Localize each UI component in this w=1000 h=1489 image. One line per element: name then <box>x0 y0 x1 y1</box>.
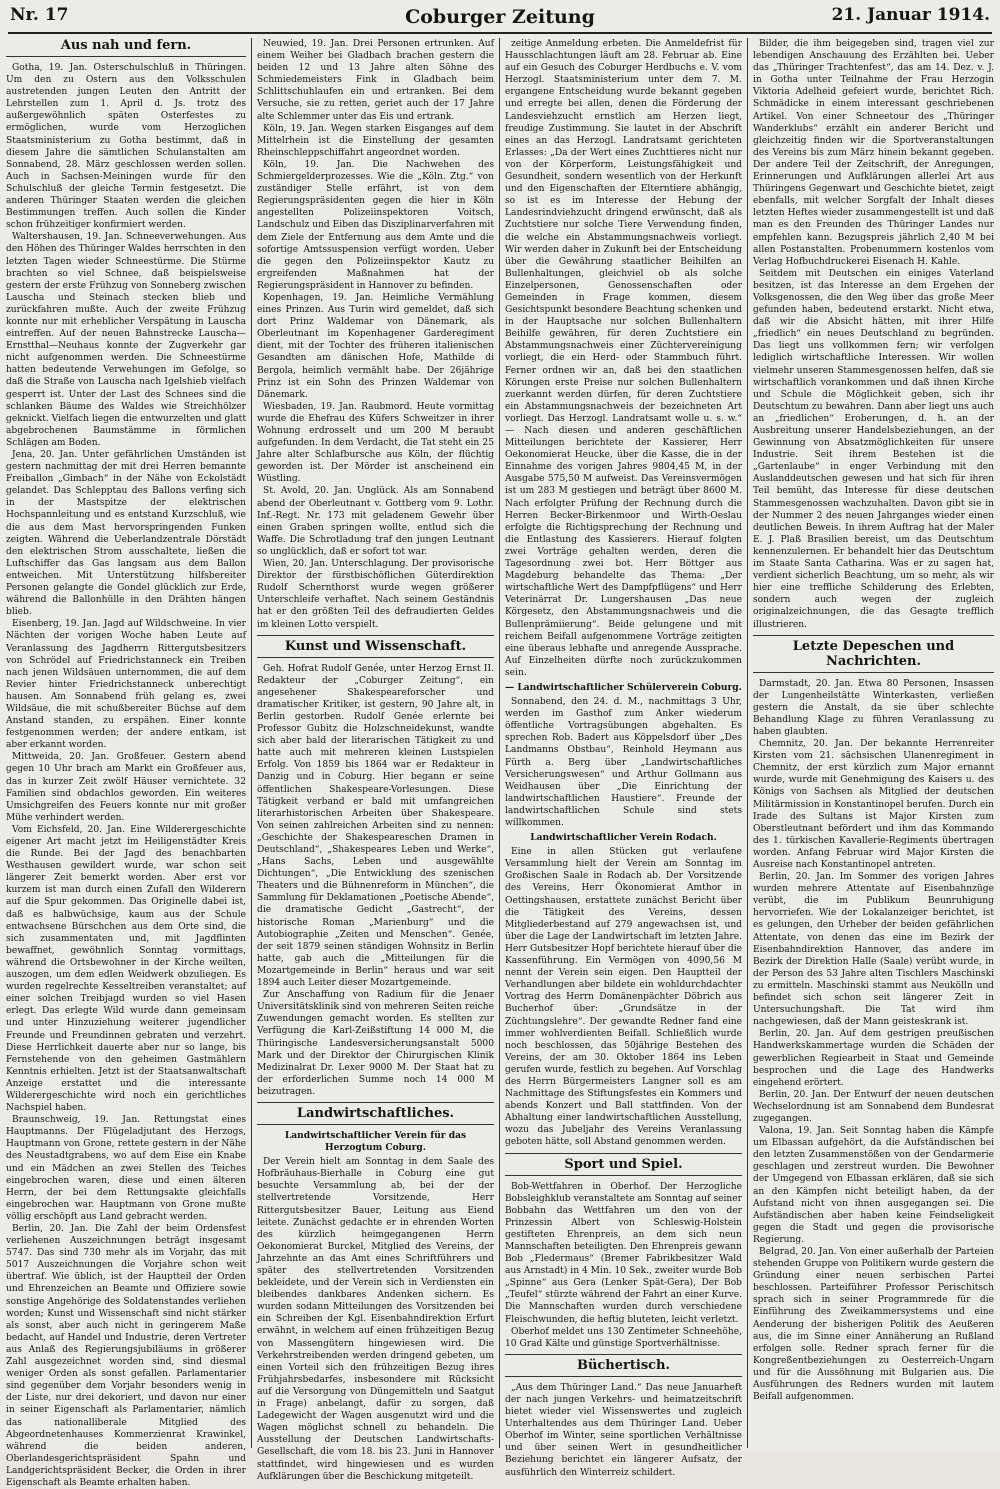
article: Köln, 19. Jan. Die Nachwehen des Schmiergelderprozesses. Wie die „Köln. Ztg.“ von zuständiger Stelle erfährt, ist von dem Regierungspräsidenten gegen die hier in Köln angestellten Polizeiinspektoren Voitsch, Landschulz und Eiben das Disziplinarverfahren mit dem Ziele der Entfernung aus dem Amte und die sofortige Amtssuspension verfügt worden. Ueber die gegen den Polizeiinspektor Kautz zu ergreifenden Maßnahmen hat der Regierungspräsident in Hannover zu befinden. <box>257 159 494 291</box>
article: Waltershausen, 19. Jan. Schneeverwehungen. Aus den Höhen des Thüringer Waldes herrschten in den letzten Tagen wieder Schneestürme. Die Stürme brachten so viel Schnee, daß beispielsweise gestern der erste Frühzug von Sonneberg zwischen Lauscha und Steinach stecken blieb und zurückfahren mußte. Auch der zweite Frühzug konnte nur mit erheblicher Verspätung in Lauscha eintreffen. Auf der neuen Bahnstrecke Lauscha—Ernstthal—Neuhaus konnte der Zugverkehr gar nicht aufgenommen werden. Die Schneestürme hatten bedeutende Verwehungen im Gefolge, so daß die Straße von Lauscha nach Igelshieb vielfach gesperrt ist. Unter der Last des Schnees sind die schlanken Bäume des Waldes wie Streichhölzer geknickt. Vielfach liegen die entwurzelten und glatt abgebrochenen Baumstämme in förmlichen Schlägen am Boden. <box>6 232 246 448</box>
column-1 <box>2 38 250 1488</box>
article: Belgrad, 20. Jan. Von einer außerhalb der Parteien stehenden Gruppe von Politikern wurde gestern die Gründung einer neuen serbischen Partei beschlossen. Parteiführer Professor Perischitsch sprach sich in seiner Programmrede für die Einführung des Zweikammersystems und eine Aenderung der bisherigen Politik des Aeußeren aus, die im Sinne einer Annäherung an Rußland erfolgen solle. Redner sprach ferner für die Kongreßentbeziehungen zu Oesterreich-Ungarn und für die Aussöhnung mit Bulgarien aus. Die Ausführungen des Redners wurden mit lautem Beifall aufgenommen. <box>753 1247 994 1403</box>
article: Seitdem mit Deutschen ein einiges Vaterland besitzen, ist das Interesse an dem Ergehen der Volksgenossen, die den Weg über das große Meer gefunden haben, bedeutend erstarkt. Nicht etwa, daß wir die Absicht hätten, mit ihrer Hilfe „friedlich“ ein neues Deutschland zu begründen. Das liegt uns vollkommen fern; wir verfolgen lediglich wirtschaftliche Interessen. Wir wollen vielmehr unseren Stammesgenossen helfen, daß sie wirtschaftlich vorankommen und daß ihnen Kirche und Schule die Möglichkeit geben, sich ihr Deutschtum zu bewahren. Dann aber liegt uns auch an „friedlichen“ Eroberungen, d. h. an der Ausbreitung unserer Handelsbeziehungen, an der Gewinnung von Absatzmöglichkeiten für unsere Industrie. Seit ihrem Bestehen ist die „Gartenlaube“ in enger Verbindung mit den Auslanddeutschen gewesen und hat sich für ihren Teil bemüht, das Interesse für diese deutschen Stammesgenossen wachzuhalten. Davon gibt sie in der Nummer 2 des neuen Jahrganges wieder einen deutlichen Beweis. In ihrem Auftrag hat der Maler E. J. Plaß Brasilien bereist, um das Deutschtum kennenzulernen. Er behandelt hier das Deutschtum im Staate Santa Catharina. Was er zu sagen hat, verdient sicherlich Beachtung, um so mehr, als wir hier eine treffliche Schilderung des Erlebten, sondern auch wegen der zugleich originalzeichnungen, die das Gesagte trefflich illustrieren. <box>753 268 994 630</box>
article: Wien, 20. Jan. Unterschlagung. Der provisorische Direktor der fürstbischöflichen Güterdirektion Rudolf Schernthorst wurde wegen größerer Unterschleife verhaftet. Nach seinem Geständnis hat er den größten Teil des defraudierten Geldes im kleinen Lotto verspielt. <box>257 559 494 630</box>
column-rule <box>251 38 252 1448</box>
article: Darmstadt, 20. Jan. Etwa 80 Personen, Insassen der Lungenheilstätte Winterkasten, verließen gestern die Anstalt, da sie über schlechte Behandlung Klage zu führen Veranlassung zu haben glaubten. <box>753 678 994 737</box>
article: Bilder, die ihm beigegeben sind, tragen viel zur lebendigen Anschauung des Erzählten bei. Ueber das „Thüringer Trachtenfest“, das am 14. Dez. v. J. in Gotha unter Teilnahme der Frau Herzogin Viktoria Adelheid gefeiert wurde, berichtet Rich. Schmädicke in einem interessant geschriebenen Artikel. Von einer Schneetour des „Thüringer Wanderklubs“ erzählt ein anderer Bericht und gleichzeitig finden wir die Sportveranstaltungen des Vereins bis zum März hinein bekannt gegeben. Der andere Teil der Zeitschrift, der Anregungen, Erinnerungen und Aufklärungen allerlei Art aus Thüringens Gegenwart und Geschichte bietet, zeigt ebenfalls, mit welcher Sorgfalt der Inhalt dieses letzten Heftes wieder zusammengestellt ist und daß man es den Freunden des Thüringer Landes nur empfehlen kann. Bezugspreis jährlich 2,40 M bei allen Postanstalten. Probenummern kostenlos vom Verlag Hofbuchdruckerei Eisenach H. Kahle. <box>753 39 994 267</box>
article: Kopenhagen, 19. Jan. Heimliche Vermählung eines Prinzen. Aus Turin wird gemeldet, daß sich dort Prinz Waldemar von Dänemark, als Oberleutnant im Kopenhagener Garderegiment dient, mit der Tochter des früheren italienischen Gesandten am dänischen Hofe, Mathilde di Bergola, heimlich vermählt habe. Der 26jährige Prinz ist ein Sohn des Prinzen Waldemar von Dänemark. <box>257 292 494 400</box>
section-heading-kunst-und-wissenschaft: Kunst und Wissenschaft. <box>257 635 494 658</box>
column-4 <box>749 38 998 1448</box>
newspaper-title: Coburger Zeitung <box>405 6 595 28</box>
section-heading-landwirtschaftliches: Landwirtschaftliches. <box>257 1102 494 1125</box>
column-rule <box>499 38 500 1448</box>
article: Braunschweig, 19. Jan. Rettungstat eines Hauptmanns. Der Flügeladjutant des Herzogs, Hauptmann von Grone, rettete gestern in der Nähe des Neustadtgrabens, wo auf dem Eise ein Knabe und ein Mädchen an zwei Stellen des Teiches eingebrochen waren, diese und einen älteren Herrn, der bei dem Rettungsakte gleichfalls eingebrochen war. Hauptmann von Grone mußte völlig erschöpft aus Land gebracht werden. <box>6 1115 246 1222</box>
article: St. Avold, 20. Jan. Unglück. Als am Sonnabend abend der Oberleutnant v. Gottberg vom 9. Lothr. Inf.-Regt. Nr. 173 mit geladenem Gewehr über einen Graben springen wollte, entlud sich die Waffe. Die Schrotladung traf den jungen Leutnant so unglücklich, daß er sofort tot war. <box>257 486 494 557</box>
article: Berlin, 20. Jan. Auf dem gestrigen preußischen Handwerkskammertage wurden die Schäden der gewerblichen Regiearbeit in Staat und Gemeinde besprochen und die Lage des Handwerks eingehend erörtert. <box>753 1029 994 1088</box>
article: Zur Anschaffung von Radium für die Jenaer Universitätsklinik sind von mehreren Seiten reiche Zuwendungen gemacht worden. Es stellten zur Verfügung die Karl-Zeißstiftung 14 000 M, die Thüringische Landesversicherungsanstalt 5000 Mark und der Direktor der Chirurgischen Klinik Medizinalrat Dr. Lexer 9000 M. Der Staat hat zu der erforderlichen Summe noch 14 000 M beizutragen. <box>257 990 494 1097</box>
article: Eine in allen Stücken gut verlaufene Versammlung hielt der Verein am Sonntag im Großischen Saale in Rodach ab. Der Vorsitzende des Vereins, Herr Ökonomierat Amthor in Oettingshausen, erstattete zunächst Bericht über die Tätigkeit des Vereins, dessen Mitgliederbestand auf 279 angewachsen ist, und über die Lage der Landwirtschaft im letzten Jahre. Herr Gutsbesitzer Hopf berichtete hierauf über die Kassenführung. Ein Vermögen von 4090,56 M nennt der Verein sein eigen. Den Hauptteil der Verhandlungen aber bildete ein wohldurchdachter Vortrag des Herrn Domänenpächter Döbrich aus Bucherhof über: „Grundsätze in der Züchtungslehre“. Der gewandte Redner fand eine immer wohlverdienten Beifall. Schließlich wurde noch beschlossen, das 50jährige Bestehen des Vereins, der am 30. Oktober 1864 ins Leben gerufen wurde, festlich zu begehen. Auf Vorschlag des Herrn Bürgermeisters Langner soll es am Nachmittage des Stiftungsfestes ein Kommers und abends Konzert und Ball stattfinden. Von der Abhaltung einer landwirtschaftlichen Ausstellung, wozu das Jubeljahr des Vereins Veranlassung geboten hätte, soll Abstand genommen werden. <box>505 847 742 1148</box>
section-heading-buechertisch: Büchertisch. <box>505 1354 742 1377</box>
article: Jena, 20. Jan. Unter gefährlichen Umständen ist gestern nachmittag der mit drei Herren bemannte Freiballon „Gimbach“ in der Nähe von Eckolstädt gelandet. Das Schlepptau des Ballons verfing sich in der Mastspitze der elektrischen Hochspannleitung und es entstand Kurzschluß, wie die aus dem Mast hervorspringenden Funken zeigten. Während die Ueberlandzentrale Dörstädt den elektrischen Strom ausschaltete, ließen die Luftschiffer das Gas langsam aus dem Ballon entweichen. Mit Unterstützung hilfsbereiter Personen gelangte die Gondel glücklich zur Erde, während die Ballonhülle in den Drähten hängen blieb. <box>6 450 246 618</box>
issue-date: 21. Januar 1914. <box>831 5 990 25</box>
article: Mittweida, 20. Jan. Großfeuer. Gestern abend gegen 10 Uhr brach am Markt ein Großfeuer aus, das in kurzer Zeit zwölf Häuser vernichtete. 32 Familien sind obdachlos geworden. Ein weiteres Umsichgreifen des Feuers konnte nur mit großer Mühe verhindert werden. <box>6 752 246 823</box>
article: Der Verein hielt am Sonntag in dem Saale des Hofbräuhaus-Bierhalle in Coburg eine gut besuchte Versammlung ab, bei der der stellvertretende Vorsitzende, Herr Rittergutsbesitzer Bauer, Leitung aus Eiend leitete. Zunächst gedachte er in ehrenden Worten des kürzlich heimgegangenen Herrn Oekonomierat Burckel, Mitglied des Vereins, der Jahrzehnte an das Amt eines Schriftführers und später des stellvertretenden Vorsitzenden bekleidete, und der Verein sich in Verdiensten ein bleibendes dankbares Andenken sichern. Es wurden sodann Mitteilungen des Vorsitzenden bei ein Schreiben der Kgl. Eisenbahndirektion Erfurt erwähnt, in welchem auf einen frühzeitigen Bezug von Massengütern hingewiesen wird. Die Verkehrstreibenden werden dringend gebeten, um einen Vorteil sich den frühzeitigen Bezug ihres Frühjahrsbedarfes, insbesondere mit Rücksicht auf die Versorgung von Düngemitteln und Saatgut in Frage) anbelangt, dafür zu sorgen, daß Ladegewicht der Wagen ausgenutzt wird und die Wagen möglichst schnell zu behandeln. Die Ausstellung der Deutschen Landwirtschafts-Gesellschaft, die vom 18. bis 23. Juni in Hannover stattfindet, wird hingewiesen und es wurden Aufklärungen über die Beschickung mitgeteilt. <box>257 1157 494 1482</box>
article: Berlin, 20. Jan. Der Entwurf der neuen deutschen Wechselordnung ist am Sonnabend dem Bundesrat zugegangen. <box>753 1089 994 1124</box>
column-3 <box>501 38 746 1478</box>
masthead <box>8 2 992 34</box>
article: „Aus dem Thüringer Land.“ Das neue Januarheft der nach jungen Verkehrs- und heimatzeitschrift bietet wieder viel Wissenswertes und zugleich Unterhaltendes aus dem Thüringer Land. Ueber Oberhof im Winter, seine sportlichen Verhältnisse und über seinen Wert in gesundheitlicher Beziehung berichtet ein längerer Aufsatz, der ausführlich den Winterreiz schildert. <box>505 1382 742 1478</box>
article: Oberhof meldet uns 130 Zentimeter Schneehöhe, 10 Grad Kälte und günstige Sportverhältnisse. <box>505 1326 742 1349</box>
section-heading-aus-nah-und-fern: Aus nah und fern. <box>6 38 246 57</box>
column-rule <box>747 38 748 1448</box>
article-subheading: Landwirtschaftlicher Verein für das Herzogtum Coburg. <box>284 1129 467 1154</box>
article-subheading: — Landwirtschaftlicher Schülerverein Coburg. <box>505 681 742 693</box>
article: Chemnitz, 20. Jan. Der bekannte Herrenreiter Kirsten vom 21. sächsischen Ulanenregiment in Chemnitz, der erst kürzlich zum Major ernannt wurde, wurde mit Genehmigung des Kaisers u. des Königs von Sachsen als Mitglied der deutschen Militärmission in Konstantinopel berufen. Durch ein Irade des Sultans ist Major Kirsten zum Oberstleutnant befördert und ihm das Kommando des 1. türkischen Kavallerie-Regiments übertragen worden. Anfang Februar wird Major Kirsten die Ausreise nach Konstantinopel antreten. <box>753 739 994 870</box>
article: Sonnabend, den 24. d. M., nachmittags 3 Uhr, werden im Gasthof zum Anker wiederum öffentliche Vortragsübungen abgehalten. Es sprechen Rob. Badert aus Köppelsdorf über „Des Landmanns Obstbau“, Reinhold Heymann aus Fürth a. Berg über „Landwirtschaftliches Versicherungswesen“ und Arthur Gollmann aus Weidhausen über „Die Einrichtung der landwirtschaftlichen Haustiere“. Freunde der landwirtschaftlichen Schule sind stets willkommen. <box>505 697 742 828</box>
article: Wiesbaden, 19. Jan. Raubmord. Heute vormittag wurde die Ehefrau des Küfers Schweitzer in ihrer Wohnung erdrosselt und um 200 M beraubt aufgefunden. In dem Verdacht, die Tat steht ein 25 Jahre alter Schlafbursche aus Köln, der flüchtig geworden ist. Der Mörder ist anscheinend ein Wüstling. <box>257 401 494 485</box>
article: Gotha, 19. Jan. Osterschulschluß in Thüringen. Um den zu Ostern aus den Volksschulen austretenden jungen Leuten den Antritt der Lehrstellen zum 1. April d. Js. trotz des außergewöhnlich späten Osterfestes zu ermöglichen, wurde vom Herzoglichen Staatsministerium zu Gotha bestimmt, daß in diesem Jahre die sämtlichen Schulanstalten am Sonnabend, 28. März geschlossen werden sollen. Auch in Sachsen-Meiningen wurde für den Schulschluß der gleiche Termin festgesetzt. Die anderen Thüringer Staaten werden die gleichen Bestimmungen treffen. Auch sollen die Kinder schon frühzeitiger konfirmiert werden. <box>6 63 246 231</box>
article: Berlin, 20. Jan. Im Sommer des vorigen Jahres wurden mehrere Attentate auf Eisenbahnzüge verübt, die im Publikum Beunruhigung hervorriefen. Wie der Lokalanzeiger berichtet, ist es gelungen, den Urheber der beiden gefährlichen Attentate, von denen das eine im Bezirk der Eisenbahndirektion Hannover, das andere im Bezirk der Direktion Halle (Saale) verübt wurde, in der Person des 53 Jahre alten Tischlers Maschinski zu ermitteln. Maschinski stammt aus Neukölln und befindet sich schon seit längerer Zeit in Untersuchungshaft. Die Tat wird ihm nachgewiesen, daß der Mann geisteskrank ist. <box>753 872 994 1028</box>
article: Eisenberg, 19. Jan. Jagd auf Wildschweine. In vier Nächten der vorigen Woche haben Leute auf Veranlassung des Jagdherrn Rittergutsbesitzers von Schrödel auf Friedrichstanneck ein Treiben nach jenen Wildsäuen unternommen, die auf dem Revier hinter Friedrichstanneck unberechtigt hausen. Am Sonnabend früh gelang es, zwei Wildsäue, die mit schußbereiter Büchse auf dem Anstand standen, zu erspähen. Einer konnte festgenommen werden; der andere entkam, ist aber erkannt worden. <box>6 619 246 751</box>
article: Berlin, 20. Jan. Die Zahl der beim Ordensfest verliehenen Auszeichnungen beträgt insgesamt 5747. Das sind 730 mehr als im Vorjahr, das mit 5017 Auszeichnungen die Vorjahre schon weit übertraf. Wie üblich, ist der Hauptteil der Orden und Ehrenzeichen an Beamte und Offiziere sowie sonstige Angehörige des Soldatenstandes verliehen worden; Kunst und Wissenschaft sind nicht stärker als sonst, aber auch nicht in geringerem Maße bedacht, auf Handel und Industrie, deren Vertreter aus Anlaß des Regierungsjubiläums in größerer Zahl ausgezeichnet worden sind, sind diesmal weniger Orden als sonst gefallen. Parlamentarier sind gegenüber dem Vorjahr besonders wenig in der Liste, nur drei dekoriert, und davon nur einer in seiner Eigenschaft als Parlamentarier, nämlich das nationalliberale Mitglied des Abgeordnetenhauses Kommerzienrat Krawinkel, während die beiden anderen, Oberlandesgerichtspräsident Spahn und Landgerichtspräsident Becker, die Orden in ihrer Eigenschaft als Beamte erhalten haben. <box>6 1224 246 1488</box>
article: Bob-Wettfahren in Oberhof. Der Herzogliche Bobsleighklub veranstaltete am Sonntag auf seiner Bobbahn das Wettfahren um den von der Prinzessin Albert von Schleswig-Holstein gestifteten Ehrenpreis, an dem sich neun Mannschaften beteiligten. Den Ehrenpreis gewann Bob „Fledermaus“ (Bremer Fabrikbesitzer Wald aus Arnstadt) in 4 Min. 10 Sek., zweiter wurde Bob „Spinne“ aus Gera (Lenker Spät-Gera), Der Bob „Teufel“ stürzte während der Fahrt an einer Kurve. Die Mannschaften wurden durch verschiedene Fleischwunden, die heftig bluteten, leicht verletzt. <box>505 1181 742 1325</box>
section-heading-letzte-depeschen: Letzte Depeschen und Nachrichten. <box>753 635 994 673</box>
article-subheading: Landwirtschaftlicher Verein Rodach. <box>530 832 717 844</box>
article: Geh. Hofrat Rudolf Genée, unter Herzog Ernst II. Redakteur der „Coburger Zeitung“, ein angesehener Shakespeareforscher und dramatischer Kritiker, ist gestern, 90 Jahre alt, in Berlin gestorben. Rudolf Genée erlernte bei Professor Gubitz die Holzschneidekunst, wandte sich aber bald der literarischen Tätigkeit zu und hatte auch mit mehreren kleinen Lustspielen Erfolg. Von 1859 bis 1864 war er Redakteur in Danzig und in Coburg. Hier begann er seine öffentlichen Shakespeare-Vorlesungen. Diese Tätigkeit verband er bald mit umfangreichen literarhistorischen Arbeiten über Shakespeare. Von seinen zahlreichen Arbeiten sind zu nennen: „Geschichte der Shakespeareschen Dramen in Deutschland“, „Shakespeares Leben und Werke“, „Hans Sachs, Leben und ausgewählte Dichtungen“, „Die Entwicklung des szenischen Theaters und die Bühnenreform in München“, die Sammlung für Deklamationen „Poetische Abende“, die dramatische Gedicht „Gastrecht“, der historische Roman „Marienburg“ und die Autobiographie „Zeiten und Menschen“. Genée, der seit 1879 seinen ständigen Wohnsitz in Berlin hatte, gab auch die „Mitteilungen für die Mozartgemeinde in Berlin“ heraus und war seit 1894 auch Leiter dieser Mozartgemeinde. <box>257 663 494 989</box>
section-heading-sport-und-spiel: Sport und Spiel. <box>505 1153 742 1176</box>
article: Köln, 19. Jan. Wegen starken Eisganges auf dem Mittelrhein ist die Einstellung der gesamten Rheinschleppschiffahrt angeordnet worden. <box>257 123 494 158</box>
column-2 <box>253 38 498 1482</box>
article: Neuwied, 19. Jan. Drei Personen ertrunken. Auf einem Weiher bei Gladbach brachen gestern die beiden 12 und 13 Jahre alten Söhne des Schmiedemeisters Fink in Gladbach beim Schlittschuhlaufen ein und ertranken. Bei dem Versuche, sie zu retten, geriet auch der 17 Jahre alte Schlemmer unter das Eis und ertrank. <box>257 39 494 122</box>
article: zeitige Anmeldung erbeten. Die Anmeldefrist für Hausschlachtungen läuft am 28. Februar ab. Eine auf ein Gesuch des Coburger Herdbuchs e. V. vom Herzogl. Staatsministerium unter dem 7. M. ergangene Entscheidung wurde bekannt gegeben und erregte bei allen, denen die Förderung der Landesviehzucht ernstlich am Herzen liegt, freudige Zustimmung. Sie lautet in der Abschrift eines an das Herzogl. Landratsamt gerichteten Erlasses: „Da der Wert eines Zuchttieres nicht nur von der Körperform, Leistungsfähigkeit und Gesundheit, sondern wesentlich von der Herkunft und den Eigenschaften der Elterntiere abhängig, so ist es im Interesse der Hebung der Landesrindviehzucht dringend erwünscht, daß als Zuchtstiere nur solche Tiere Verwendung finden, die welche ein Abstammungsnachweis vorliegt. Wir werden daher in Zukunft bei der Entscheidung über die Gewährung staatlicher Beihilfen an Bullenhaltungen, gleichviel ob als solche Einzelpersonen, Genossenschaften oder Gemeinden in Frage kommen, diesem Gesichtspunkt besondere Beachtung schenken und in der Hauptsache nur solchen Bullenhaltern Beihilfe gewähren, für deren Zuchtstiere ein Abstammungsnachweis einer Züchtervereinigung vorliegt, die ein Herd- oder Stammbuch führt. Ferner ordnen wir an, daß bei den staatlichen Körungen erste Preise nur solchen Bullenhaltern zuerkannt werden dürfen, für deren Zuchtstiere ein Abstammungsnachweis der bezeichneten Art vorliegt. Das Herzogl. Landratsamt wolle u. s. w.“ — Nach diesen und anderen geschäftlichen Mitteilungen berichtete der Kassierer, Herr Oekonomierat Heucke, über die Kasse, die in der Einnahme des vorigen Jahres 9804,45 M, in der Ausgabe 575,50 M aufweist. Das Vereinsvermögen ist um 283 M gestiegen und beträgt über 8600 M. Nach erfolgter Prüfung der Rechnung durch die Herren Becker-Birkenmoor und Wirth-Oeslau erfolgte die Richtigsprechung der Rechnung und die Entlastung des Kassierers. Hierauf folgten zwei Vorträge gehalten werden, deren die Tagesordnung zwei bot. Herr Böttger aus Magdeburg behandelte das Thema: „Der wirtschaftliche Wert des Dampfpflügens“ und Herr Veterinärrat Dr. Lungershausen „Das neue Körgesetz, den Abstammungsnachweis und die Bullenprämiierung“. Beide gelungene und mit reichem Beifall aufgenommene Vorträge zeitigten eine überaus lebhafte und anregende Aussprache. Auf Einzelheiten dürfte noch zurückzukommen sein. <box>505 39 742 678</box>
article: Valona, 19. Jan. Seit Sonntag haben die Kämpfe um Elbassan aufgehört, da die Aufständischen bei den letzten Zusammenstößen von der Gendarmerie geschlagen und zerstreut wurden. Die Bewohner der Umgegend von Elbassan erklären, daß sie sich an den Kämpfen nicht beteiligt haben, da der Aufstand nicht von ihnen ausgegangen sei. Die Aufständischen aber haben keine Feindseligkeit gegen die Stadt und gegen die provisorische Regierung. <box>753 1126 994 1245</box>
article: Vom Eichsfeld, 20. Jan. Eine Wilderergeschichte eigener Art macht jetzt im Heiligenstädter Kreis die Runde. Bei der Jagd des benachbarten Westhausen gewildert wurde, war schon seit längerer Zeit bemerkt worden. Aber erst vor kurzem ist man durch einen Zufall den Wilderern auf die Spur gekommen. Das Originelle dabei ist, daß es halbwüchsige, kaum aus der Schule entwachsene Bürschchen aus dem Orte sind, die sich zusammentaten und, mit Jagdflinten bewaffnet, gewöhnlich Sonntag vormittags, während die Ortsbewohner in der Kirche weilten, auszogen, um dem edlen Weidwerk obzuliegen. Es wurden regelrechte Kesseltreiben veranstaltet; auf einer solchen Treibjagd wurden so viel Hasen erlegt. Das erlegte Wild wurde dann gemeinsam und unter Hinzuziehung weiterer jugendlicher Freunde und Freundinnen gebraten und verzehrt. Diese Herrlichkeit dauerte aber nur so lange, bis Fernstehende von den geheimen Gastmählern Kenntnis erhielten. Jetzt ist der Staatsanwaltschaft Anzeige erstattet und die interessante Wilderergeschichte wird noch ein gerichtliches Nachspiel haben. <box>6 824 246 1114</box>
issue-number: Nr. 17 <box>10 5 69 25</box>
